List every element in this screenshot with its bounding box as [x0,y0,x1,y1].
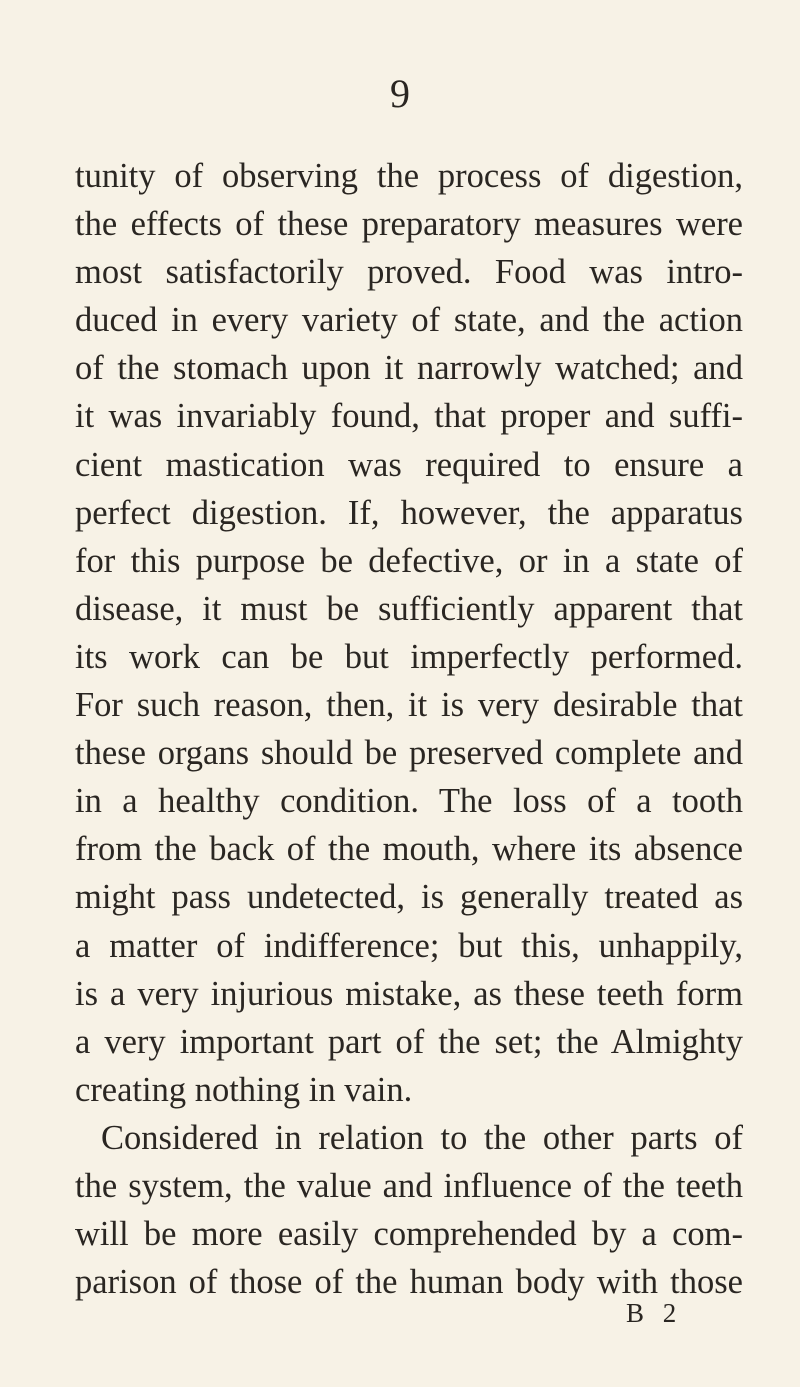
text-line: it was invariably found, that proper and suffi- [75,397,743,436]
text-line: these organs should be preserved complete and [75,734,743,773]
text-line: will be more easily comprehended by a com- [75,1215,743,1254]
text-line: creating nothing in vain. [75,1070,413,1109]
text-line: the system, the value and influence of the teeth [75,1166,743,1205]
text-line: perfect digestion. If, however, the apparatus [75,493,743,532]
text-line: for this purpose be defective, or in a state of [75,541,743,580]
text-line: its work can be but imperfectly performed. [75,637,743,676]
body-text [75,152,743,1306]
text-line: from the back of the mouth, where its absence [75,830,743,869]
text-line: parison of those of the human body with those [75,1263,743,1302]
text-line: a matter of indifference; but this, unhappily, [75,926,743,965]
text-line: For such reason, then, it is very desirable that [75,686,743,725]
signature-mark: B 2 [626,1298,683,1328]
text-line: might pass undetected, is generally treated as [75,878,743,917]
text-line: tunity of observing the process of digestion, [75,157,743,195]
text-line: a very important part of the set; the Almighty [75,1022,743,1061]
text-line: disease, it must be sufficiently apparent that [75,589,743,628]
text-line: in a healthy condition. The loss of a tooth [75,782,743,821]
text-line: is a very injurious mistake, as these teeth form [75,974,743,1013]
text-line: cient mastication was required to ensure a [75,445,743,484]
text-line: most satisfactorily proved. Food was intro- [75,253,743,292]
page-number: 9 [390,71,410,116]
text-line: of the stomach upon it narrowly watched; and [75,349,743,388]
text-line: duced in every variety of state, and the action [75,301,743,340]
text-line: the effects of these preparatory measures were [75,205,743,244]
text-line: Considered in relation to the other parts of [101,1118,743,1157]
